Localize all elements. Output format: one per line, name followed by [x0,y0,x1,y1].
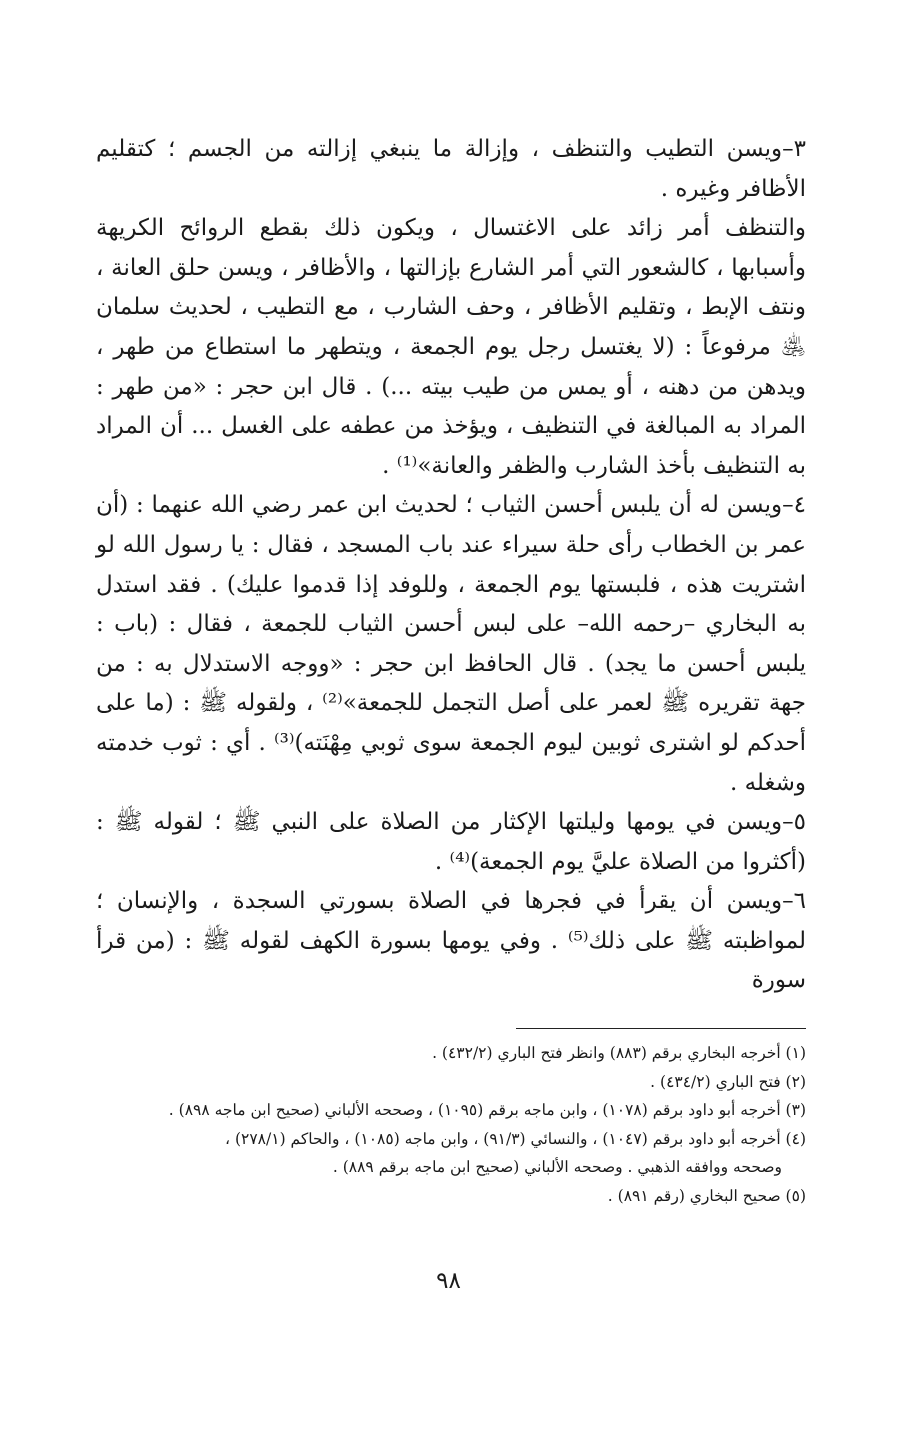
footnote-3: (٣) أخرجه أبو داود برقم (١٠٧٨) ، وابن ماجه برقم (١٠٩٥) ، وصححه الألباني (صحيح ابن ماجه ٨٩٨) . [168,1101,806,1119]
paragraph-tatayyub: ٣–ويسن التطيب والتنظف ، وإزالة ما ينبغي إزالته من الجسم ؛ كتقليم الأظافر وغيره . [96,136,806,202]
footnote-5: (٥) صحيح البخاري (رقم ٨٩١) . [607,1186,806,1205]
page-number: ٩٨ [436,1268,461,1294]
paragraph-salat-nabi: ٥–ويسن في يومها وليلتها الإكثار من الصلاة على النبي ﷺ ؛ لقوله ﷺ : (أكثروا من الصلاة عليَّ يوم الجمعة)⁽⁴⁾ . [96,809,806,875]
footnote-2: (٢) فتح الباري (٤٣٤/٢) . [650,1072,806,1091]
footnote-separator [516,1028,806,1029]
footnotes [96,1028,806,1210]
footnote-4: (٤) أخرجه أبو داود برقم (١٠٤٧) ، والنسائي (٩١/٣) ، وابن ماجه (١٠٨٥) ، والحاكم (٢٧٨/١) ، [225,1129,806,1148]
footnote-1: (١) أخرجه البخاري برقم (٨٨٣) وانظر فتح الباري (٤٣٢/٢) . [432,1044,806,1062]
main-text [96,130,806,1001]
paragraph-qiraa: ٦–ويسن أن يقرأ في فجرها في الصلاة بسورتي السجدة ، والإنسان ؛ لمواظبته ﷺ على ذلك⁽⁵⁾ . وفي يومها بسورة الكهف لقوله ﷺ : (من قرأ سورة [96,888,806,994]
footnote-4-continued: وصححه ووافقه الذهبي . وصححه الألباني (صحيح ابن ماجه برقم ٨٨٩) . [332,1158,782,1176]
paragraph-libas: ٤–ويسن له أن يلبس أحسن الثياب ؛ لحديث ابن عمر رضي الله عنهما : (أن عمر بن الخطاب رأى حلة سيراء عند باب المسجد ، فقال : يا رسول الله لو اشتريت هذه ، فلبستها يوم الجمعة ، وللوفد إذا قدموا عليك) . فقد استدل به البخاري –رحمه الله– على لبس أحسن الثياب للجمعة ، فقال : (باب : يلبس أحسن ما يجد) . قال الحافظ ابن حجر : «ووجه الاستدلال به : من جهة تقريره ﷺ لعمر على أصل التجمل للجمعة»⁽²⁾ ، ولقوله ﷺ : (ما على أحدكم لو اشترى ثوبين ليوم الجمعة سوى ثوبي مِهْنَته)⁽³⁾ . أي : ثوب خدمته وشغله . [96,492,806,796]
paragraph-tanazzuf: والتنظف أمر زائد على الاغتسال ، ويكون ذلك بقطع الروائح الكريهة وأسبابها ، كالشعور التي أمر الشارع بإزالتها ، والأظافر ، ويسن حلق العانة ، ونتف الإبط ، وتقليم الأظافر ، وحف الشارب ، مع التطيب ، لحديث سلمان ﵁ مرفوعاً : (لا يغتسل رجل يوم الجمعة ، ويتطهر ما استطاع من طهر ، ويدهن من دهنه ، أو يمس من طيب بيته ...) . قال ابن حجر : «من طهر : المراد به المبالغة في التنظيف ، ويؤخذ من عطفه على الغسل ... أن المراد به التنظيف بأخذ الشارب والظفر والعانة»⁽¹⁾ . [96,215,806,479]
